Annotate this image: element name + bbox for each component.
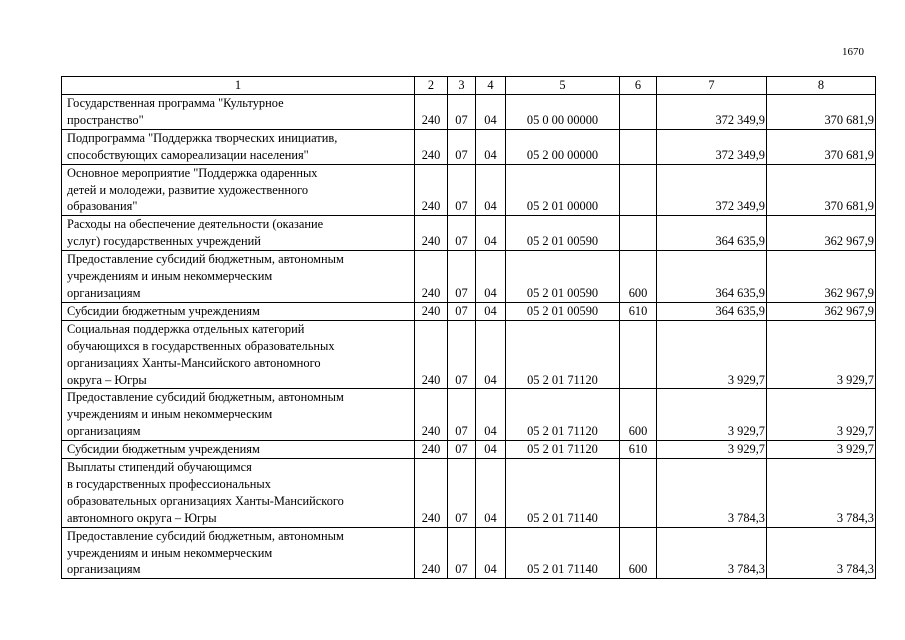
row-name-line: округа – Югры (67, 372, 147, 387)
amount-year1-cell: 372 349,9 (657, 164, 767, 216)
header-cell-7: 7 (657, 77, 767, 95)
subsection-code-cell: 04 (476, 95, 506, 130)
expense-type-cell (620, 320, 657, 389)
amount-year1-cell: 364 635,9 (657, 302, 767, 320)
row-name-cell (62, 216, 415, 251)
row-name-cell (62, 302, 415, 320)
header-cell-2: 2 (415, 77, 448, 95)
amount-year1-cell: 3 929,7 (657, 320, 767, 389)
subsection-code-cell: 04 (476, 527, 506, 579)
subsection-code-cell: 04 (476, 441, 506, 459)
row-name-line: Предоставление субсидий бюджетным, автономным (67, 528, 344, 543)
row-name-cell (62, 441, 415, 459)
amount-year1-cell: 3 929,7 (657, 389, 767, 441)
target-article-cell: 05 2 01 00000 (506, 164, 620, 216)
table-row (62, 320, 876, 389)
chapter-code-cell: 07 (448, 251, 476, 303)
budget-table-body (62, 77, 876, 579)
header-cell-6: 6 (620, 77, 657, 95)
section-code-cell: 240 (415, 216, 448, 251)
header-cell-5: 5 (506, 77, 620, 95)
budget-table (61, 76, 876, 579)
expense-type-cell: 600 (620, 389, 657, 441)
amount-year2-cell: 3 784,3 (767, 527, 876, 579)
section-code-cell: 240 (415, 459, 448, 528)
amount-year2-cell: 370 681,9 (767, 129, 876, 164)
row-name-line: способствующих самореализации населения" (67, 147, 309, 162)
section-code-cell: 240 (415, 164, 448, 216)
target-article-cell: 05 2 01 71140 (506, 527, 620, 579)
section-code-cell: 240 (415, 320, 448, 389)
amount-year1-cell: 372 349,9 (657, 95, 767, 130)
section-code-cell: 240 (415, 389, 448, 441)
row-name-cell (62, 129, 415, 164)
table-row (62, 95, 876, 130)
row-name-line: организациям (67, 424, 141, 439)
row-name-line: учреждениям и иным некоммерческим (67, 407, 273, 422)
row-name-line: организациях Ханты-Мансийского автономного (67, 355, 321, 370)
target-article-cell: 05 2 01 71120 (506, 441, 620, 459)
subsection-code-cell: 04 (476, 251, 506, 303)
chapter-code-cell: 07 (448, 95, 476, 130)
row-name-line: обучающихся в государственных образовательных (67, 338, 335, 353)
amount-year2-cell: 362 967,9 (767, 251, 876, 303)
page-number: 1670 (842, 46, 864, 58)
target-article-cell: 05 2 00 00000 (506, 129, 620, 164)
target-article-cell: 05 2 01 00590 (506, 251, 620, 303)
row-name-line: детей и молодежи, развитие художественного (67, 182, 309, 197)
chapter-code-cell: 07 (448, 527, 476, 579)
expense-type-cell (620, 95, 657, 130)
table-row (62, 389, 876, 441)
row-name-line: в государственных профессиональных (67, 476, 271, 491)
amount-year2-cell: 3 929,7 (767, 389, 876, 441)
amount-year1-cell: 364 635,9 (657, 216, 767, 251)
row-name-line: Предоставление субсидий бюджетным, автономным (67, 252, 344, 267)
expense-type-cell: 600 (620, 251, 657, 303)
header-cell-4: 4 (476, 77, 506, 95)
target-article-cell: 05 2 01 00590 (506, 216, 620, 251)
row-name-line: автономного округа – Югры (67, 510, 217, 525)
row-name-line: образования" (67, 199, 138, 214)
target-article-cell: 05 0 00 00000 (506, 95, 620, 130)
subsection-code-cell: 04 (476, 164, 506, 216)
row-name-cell (62, 95, 415, 130)
amount-year1-cell: 372 349,9 (657, 129, 767, 164)
row-name-line: учреждениям и иным некоммерческим (67, 545, 273, 560)
row-name-line: организациям (67, 285, 141, 300)
header-cell-8: 8 (767, 77, 876, 95)
row-name-cell (62, 389, 415, 441)
amount-year1-cell: 3 784,3 (657, 527, 767, 579)
table-row (62, 251, 876, 303)
row-name-line: услуг) государственных учреждений (67, 234, 261, 249)
subsection-code-cell: 04 (476, 389, 506, 441)
section-code-cell: 240 (415, 129, 448, 164)
amount-year2-cell: 370 681,9 (767, 164, 876, 216)
expense-type-cell: 600 (620, 527, 657, 579)
chapter-code-cell: 07 (448, 216, 476, 251)
row-name-cell (62, 459, 415, 528)
amount-year2-cell: 370 681,9 (767, 95, 876, 130)
target-article-cell: 05 2 01 71140 (506, 459, 620, 528)
target-article-cell: 05 2 01 71120 (506, 320, 620, 389)
row-name-line: Субсидии бюджетным учреждениям (67, 442, 260, 457)
amount-year1-cell: 364 635,9 (657, 251, 767, 303)
chapter-code-cell: 07 (448, 459, 476, 528)
row-name-cell (62, 251, 415, 303)
table-row (62, 459, 876, 528)
table-row (62, 302, 876, 320)
subsection-code-cell: 04 (476, 320, 506, 389)
expense-type-cell (620, 216, 657, 251)
amount-year2-cell: 3 929,7 (767, 441, 876, 459)
row-name-line: Расходы на обеспечение деятельности (оказание (67, 217, 324, 232)
chapter-code-cell: 07 (448, 441, 476, 459)
row-name-line: образовательных организациях Ханты-Мансийского (67, 493, 344, 508)
chapter-code-cell: 07 (448, 164, 476, 216)
expense-type-cell: 610 (620, 302, 657, 320)
row-name-cell (62, 320, 415, 389)
amount-year2-cell: 3 929,7 (767, 320, 876, 389)
row-name-line: Выплаты стипендий обучающимся (67, 460, 252, 475)
row-name-line: Предоставление субсидий бюджетным, автономным (67, 390, 344, 405)
expense-type-cell (620, 459, 657, 528)
table-header-row (62, 77, 876, 95)
target-article-cell: 05 2 01 00590 (506, 302, 620, 320)
row-name-cell (62, 527, 415, 579)
amount-year2-cell: 362 967,9 (767, 216, 876, 251)
row-name-line: Субсидии бюджетным учреждениям (67, 303, 260, 318)
section-code-cell: 240 (415, 527, 448, 579)
amount-year2-cell: 362 967,9 (767, 302, 876, 320)
expense-type-cell (620, 164, 657, 216)
row-name-line: Государственная программа "Культурное (67, 96, 284, 110)
amount-year1-cell: 3 784,3 (657, 459, 767, 528)
section-code-cell: 240 (415, 251, 448, 303)
row-name-line: пространство" (67, 112, 144, 127)
chapter-code-cell: 07 (448, 302, 476, 320)
header-cell-1: 1 (62, 77, 415, 95)
amount-year2-cell: 3 784,3 (767, 459, 876, 528)
section-code-cell: 240 (415, 95, 448, 130)
subsection-code-cell: 04 (476, 459, 506, 528)
target-article-cell: 05 2 01 71120 (506, 389, 620, 441)
table-row (62, 527, 876, 579)
row-name-line: организациям (67, 562, 141, 577)
table-row (62, 129, 876, 164)
section-code-cell: 240 (415, 441, 448, 459)
subsection-code-cell: 04 (476, 129, 506, 164)
amount-year1-cell: 3 929,7 (657, 441, 767, 459)
row-name-line: Подпрограмма "Поддержка творческих инициатив, (67, 130, 338, 145)
chapter-code-cell: 07 (448, 129, 476, 164)
chapter-code-cell: 07 (448, 389, 476, 441)
subsection-code-cell: 04 (476, 216, 506, 251)
subsection-code-cell: 04 (476, 302, 506, 320)
expense-type-cell (620, 129, 657, 164)
row-name-cell (62, 164, 415, 216)
row-name-line: Основное мероприятие "Поддержка одаренных (67, 165, 318, 180)
table-row (62, 441, 876, 459)
row-name-line: учреждениям и иным некоммерческим (67, 269, 273, 284)
table-row (62, 164, 876, 216)
table-row (62, 216, 876, 251)
chapter-code-cell: 07 (448, 320, 476, 389)
header-cell-3: 3 (448, 77, 476, 95)
expense-type-cell: 610 (620, 441, 657, 459)
section-code-cell: 240 (415, 302, 448, 320)
row-name-line: Социальная поддержка отдельных категорий (67, 321, 305, 336)
